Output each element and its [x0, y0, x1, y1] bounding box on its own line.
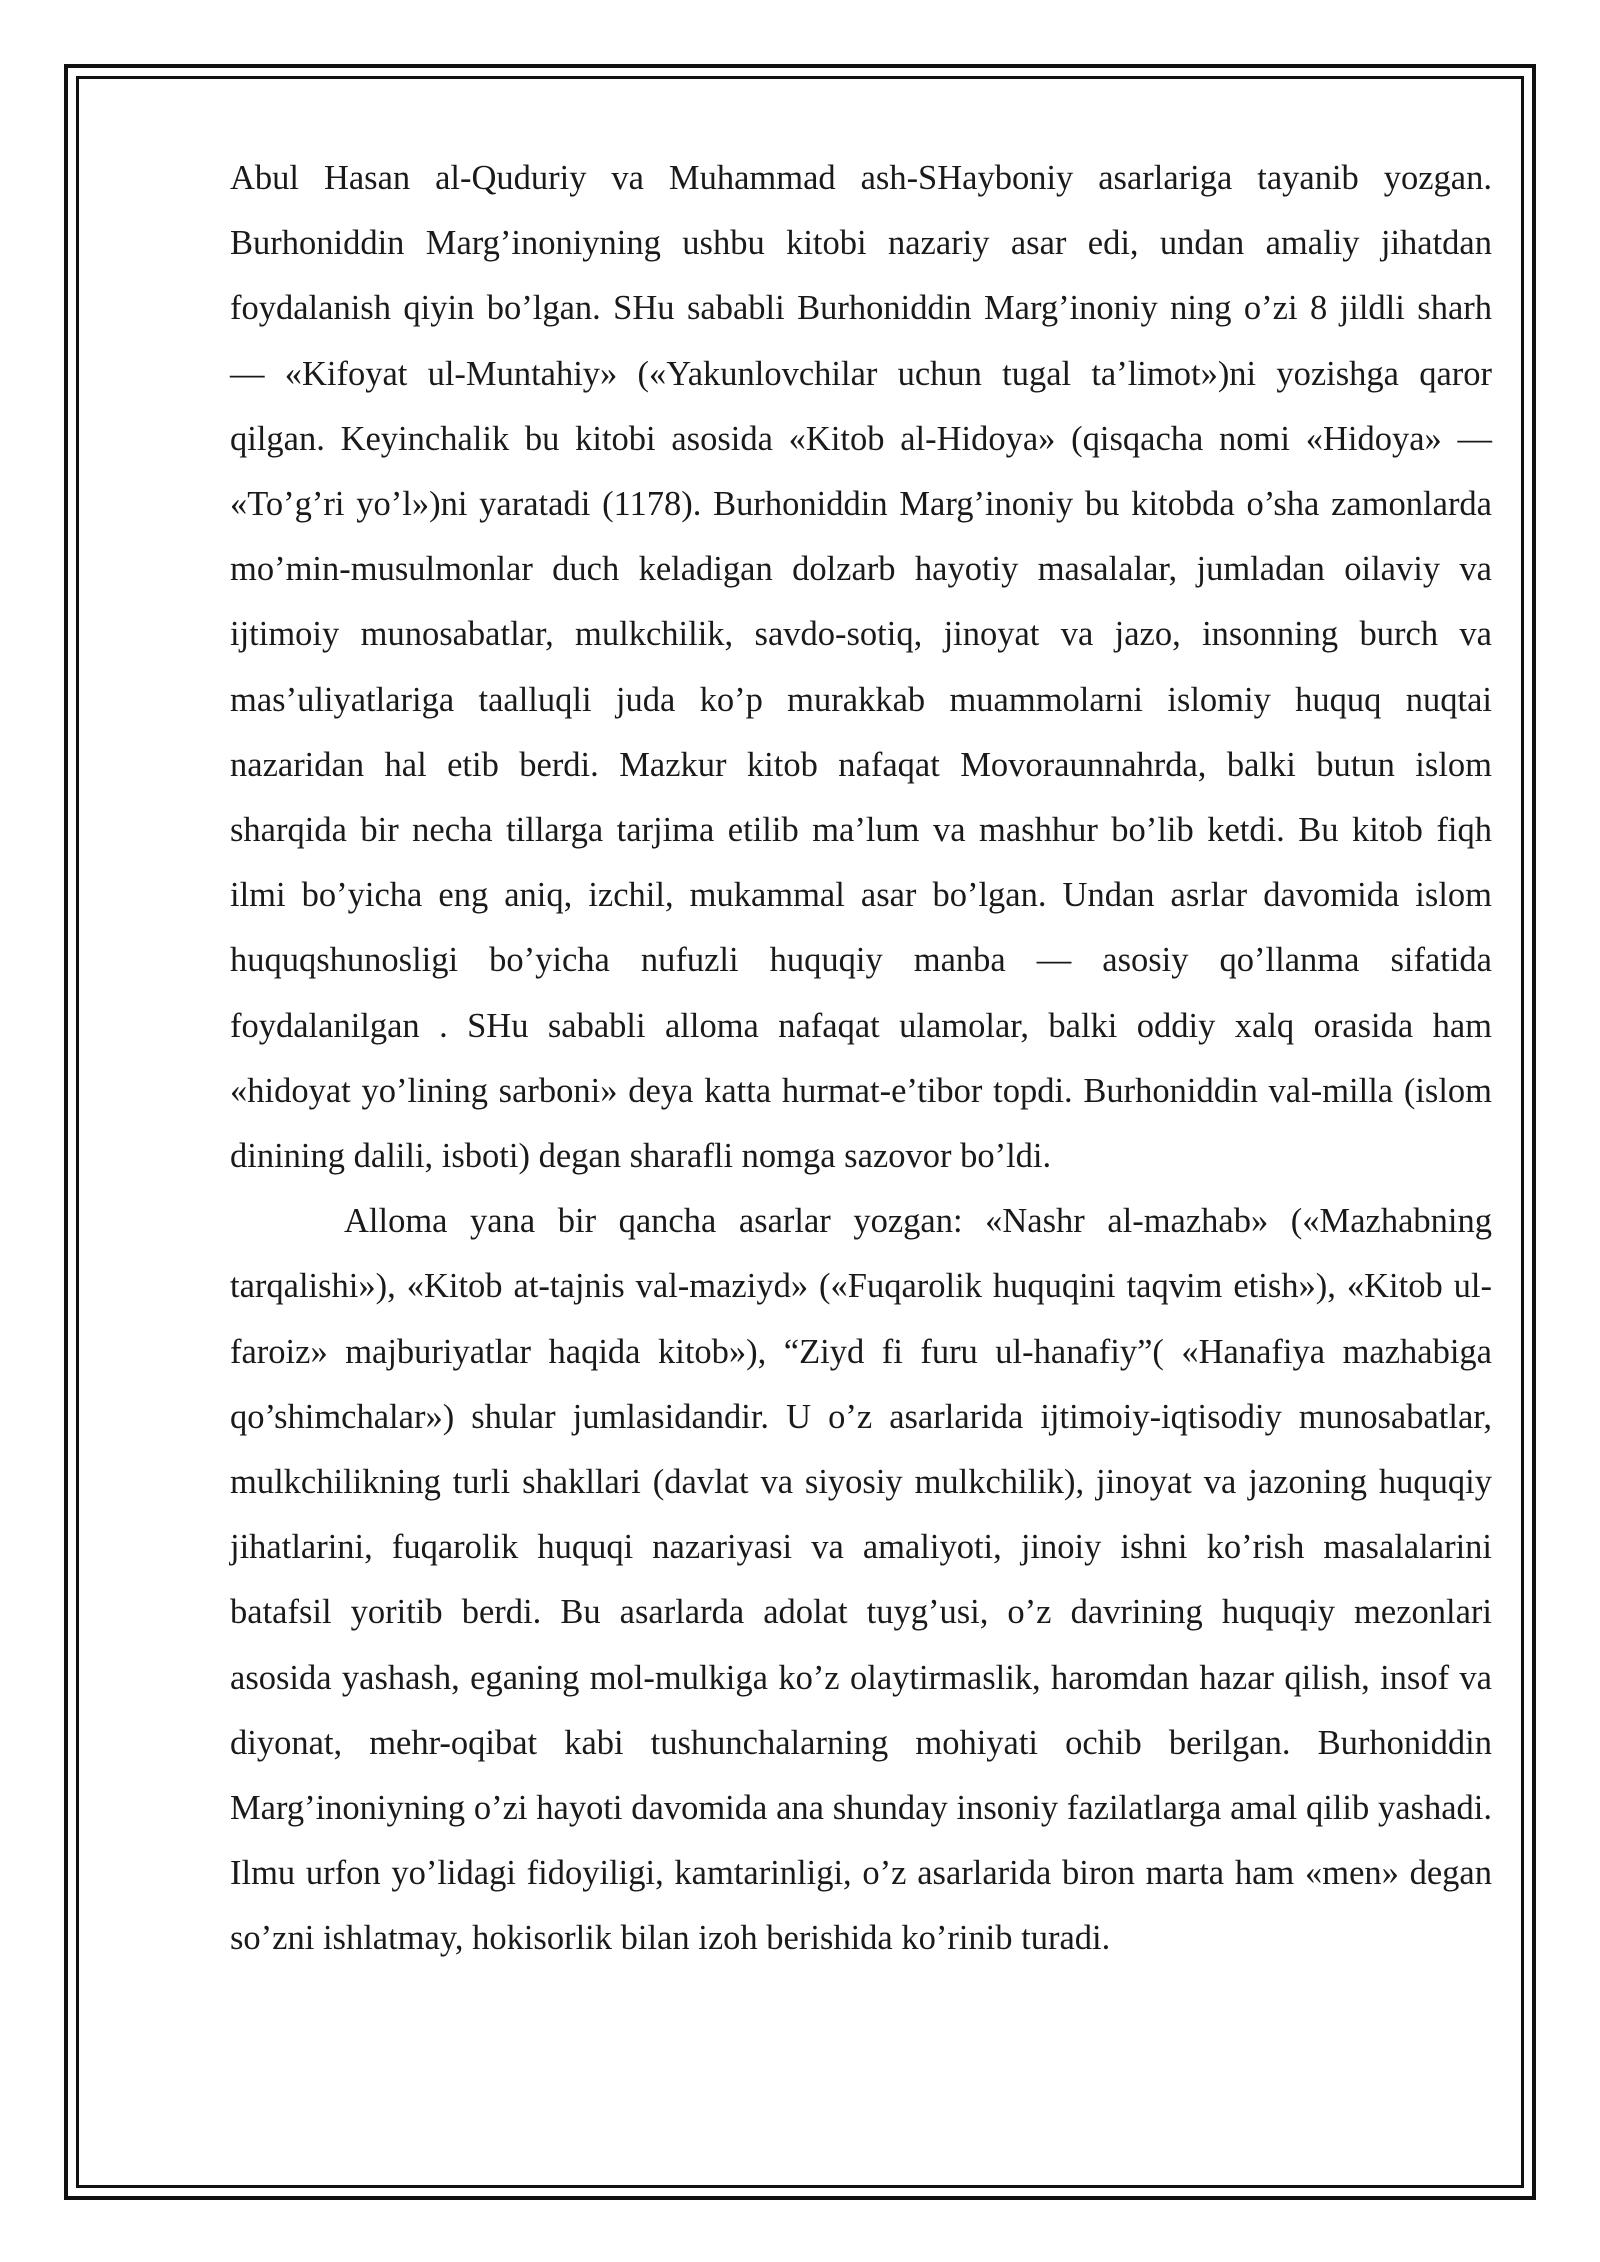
- paragraph-1: Abul Hasan al-Quduriy va Muhammad ash-SHayboniy asarlariga tayanib yozgan. Burhoniddin Marg’inoniyning ushbu kitobi nazariy asar edi, undan amaliy jihatdan foydalanish qiyin bo’lgan. SHu sababli Burhoniddin Marg’inoniy ning o’zi 8 jildli sharh — «Kifoyat ul-Muntahiy» («Yakunlovchilar uchun tugal ta’limot»)ni yozishga qaror qilgan. Keyinchalik bu kitobi asosida «Kitob al-Hidoya» (qisqacha nomi «Hidoya» — «To’g’ri yo’l»)ni yaratadi (1178). Burhoniddin Marg’inoniy bu kitobda o’sha zamonlarda mo’min-musulmonlar duch keladigan dolzarb hayotiy masalalar, jumladan oilaviy va ijtimoiy munosabatlar, mulkchilik, savdo-sotiq, jinoyat va jazo, insonning burch va mas’uliyatlariga taalluqli juda ko’p murakkab muammolarni islomiy huquq nuqtai nazaridan hal etib berdi. Mazkur kitob nafaqat Movoraunnahrda, balki butun islom sharqida bir necha tillarga tarjima etilib ma’lum va mashhur bo’lib ketdi. Bu kitob fiqh ilmi bo’yicha eng aniq, izchil, mukammal asar bo’lgan. Undan asrlar davomida islom huquqshunosligi bo’yicha nufuzli huquqiy manba — asosiy qo’llanma sifatida foydalanilgan . SHu sababli alloma nafaqat ulamolar, balki oddiy xalq orasida ham «hidoyat yo’lining sarboni» deya katta hurmat-e’tibor topdi. Burhoniddin val-milla (islom dinining dalili, isboti) degan sharafli nomga sazovor bo’ldi.: [230, 159, 1492, 1176]
- paragraph-2: Alloma yana bir qancha asarlar yozgan: «Nashr al-mazhab» («Mazhabning tarqalishi»), «Kitob at-tajnis val-maziyd» («Fuqarolik huquqini taqvim etish»), «Kitob ul-faroiz» majburiyatlar haqida kitob»), “Ziyd fi furu ul-hanafiy”( «Hanafiya mazhabiga qo’shimchalar») shular jumlasidandir. U o’z asarlarida ijtimoiy-iqtisodiy munosabatlar, mulkchilikning turli shakllari (davlat va siyosiy mulkchilik), jinoyat va jazoning huquqiy jihatlarini, fuqarolik huquqi nazariyasi va amaliyoti, jinoiy ishni ko’rish masalalarini batafsil yoritib berdi. Bu asarlarda adolat tuyg’usi, o’z davrining huquqiy mezonlari asosida yashash, eganing mol-mulkiga ko’z olaytirmaslik, haromdan hazar qilish, insof va diyonat, mehr-oqibat kabi tushunchalarning mohiyati ochib berilgan. Burhoniddin Marg’inoniyning o’zi hayoti davomida ana shunday insoniy fazilatlarga amal qilib yashadi. Ilmu urfon yo’lidagi fidoyiligi, kamtarinligi, o’z asarlarida biron marta ham «men» degan so’zni ishlatmay, hokisorlik bilan izoh berishida ko’rinib turadi.: [230, 1202, 1492, 1958]
- document-body: [230, 146, 1492, 1972]
